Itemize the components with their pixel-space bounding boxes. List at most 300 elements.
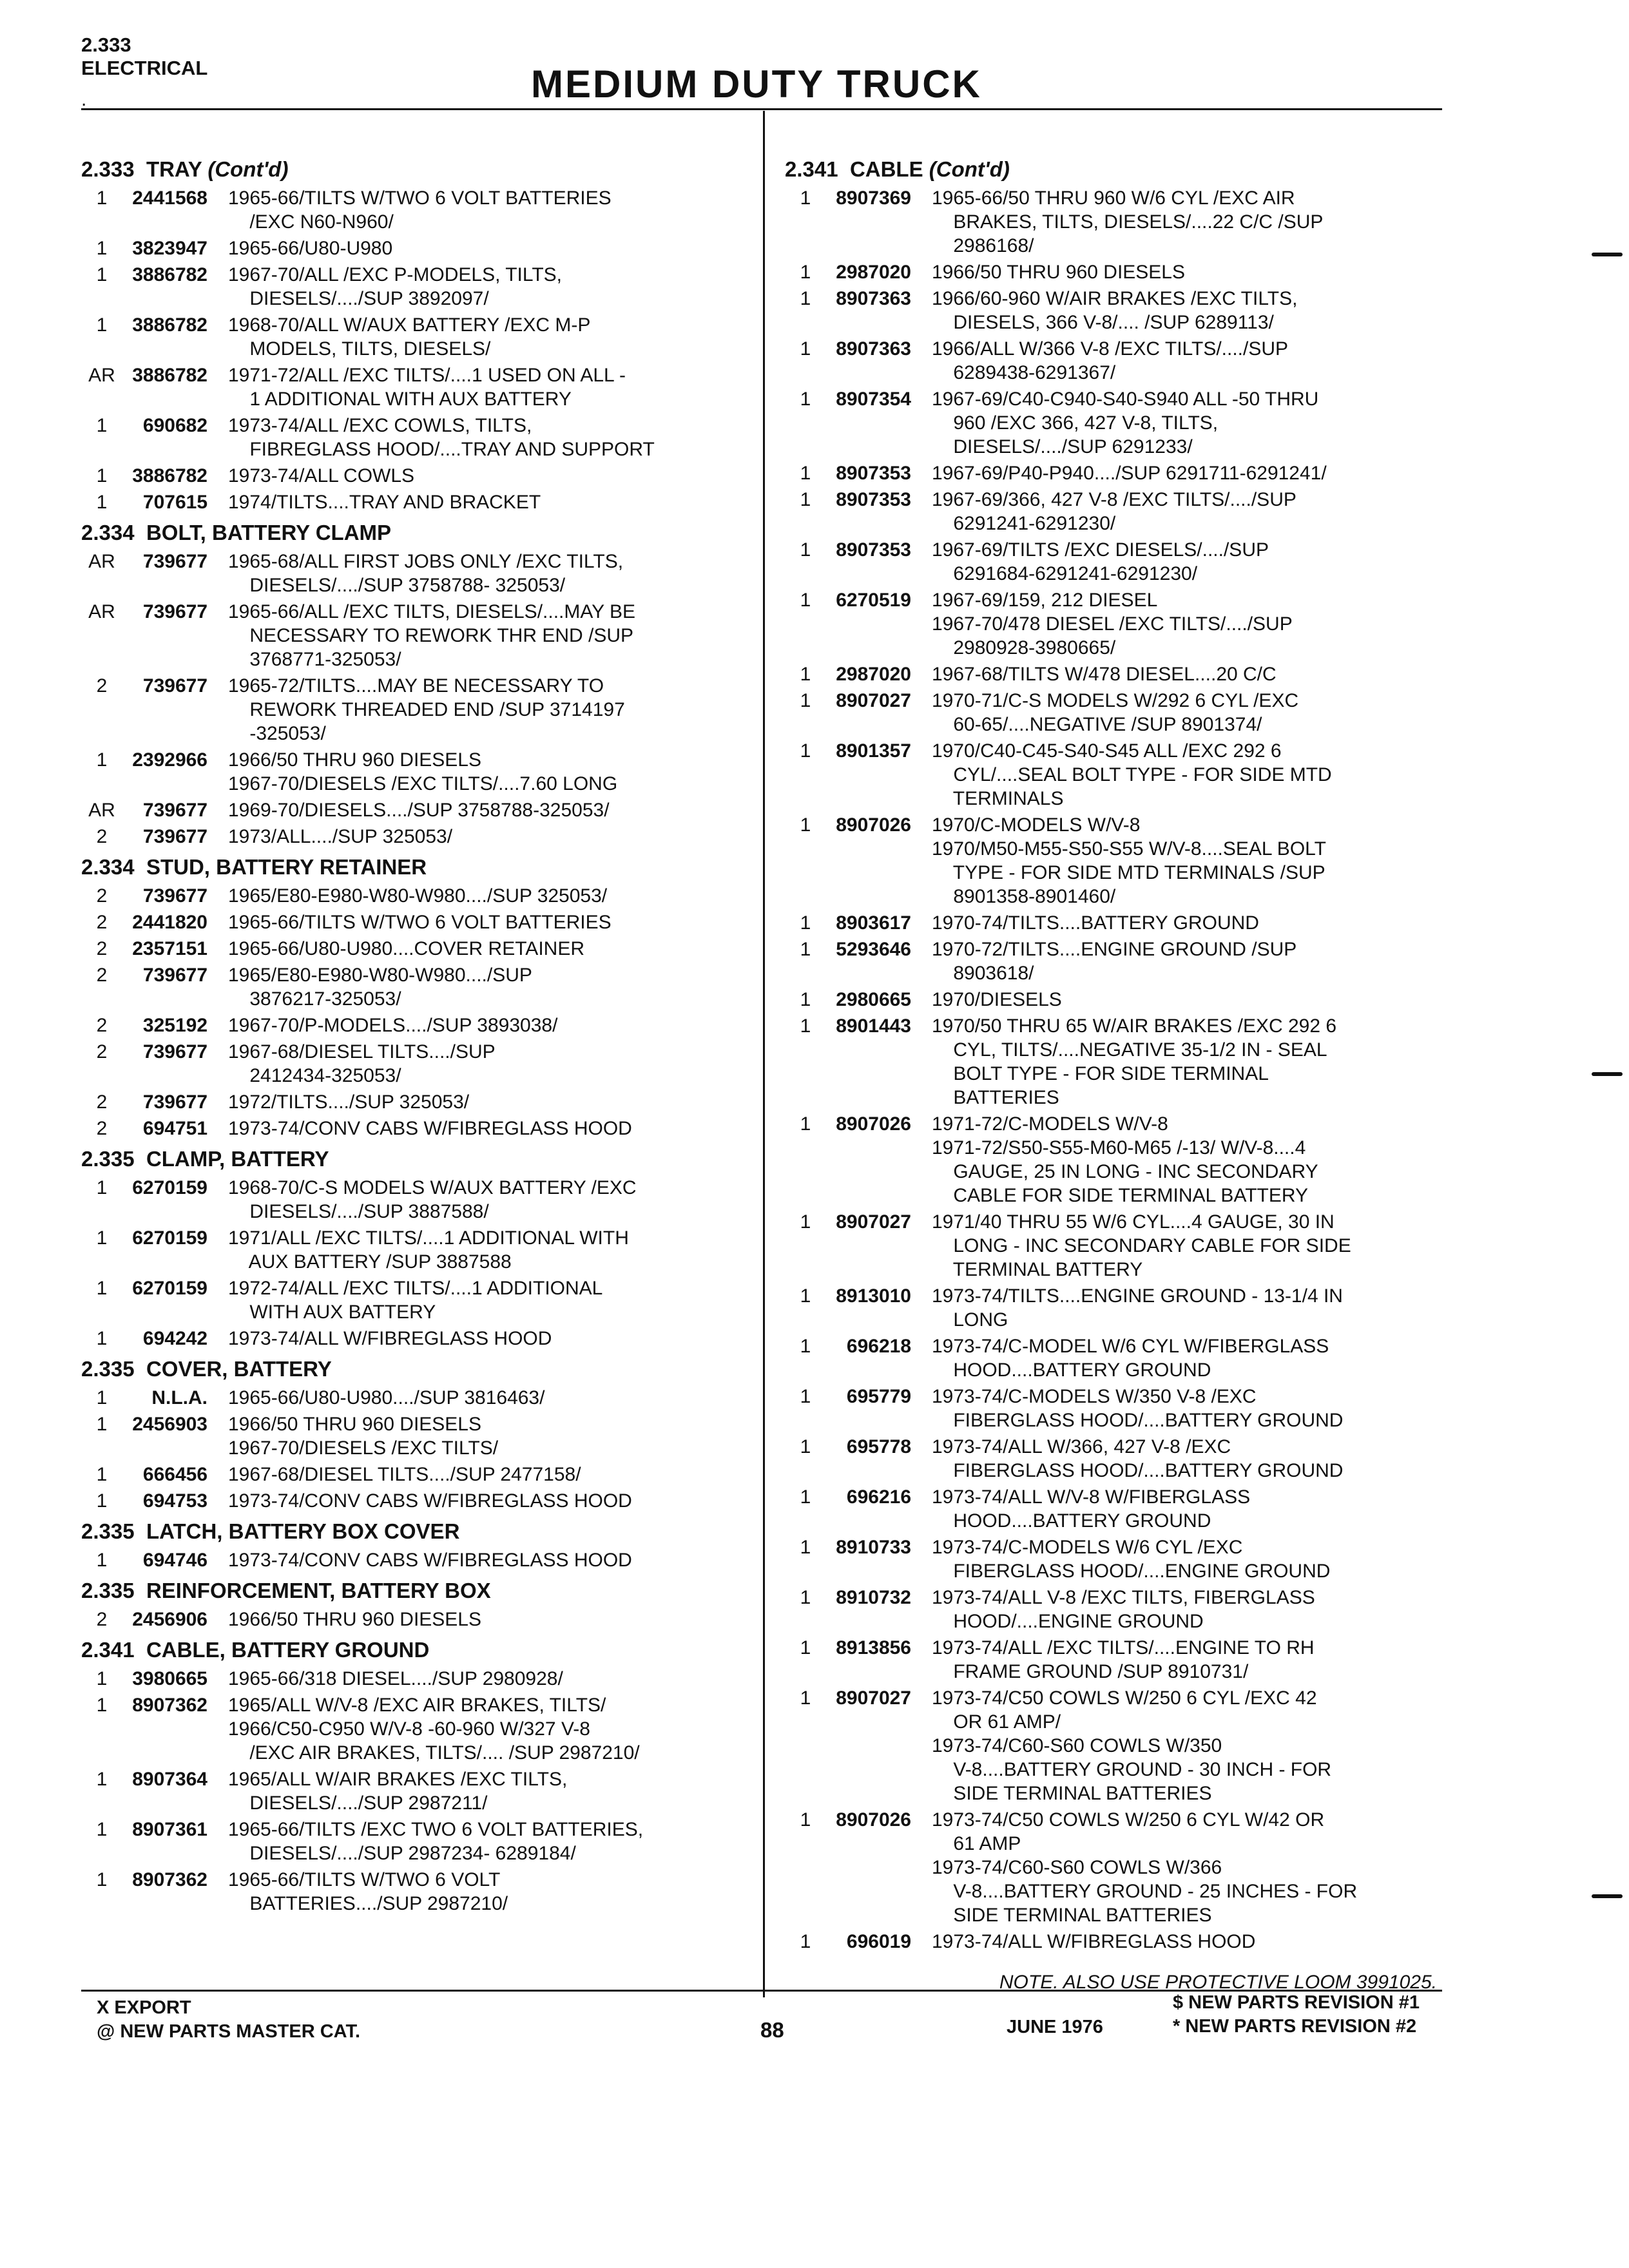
part-row [81,1276,751,1324]
section-heading [81,1147,751,1171]
footer-legend-right [1173,1991,1420,2039]
part-number: 8907026 [836,814,911,836]
quantity: 1 [96,314,108,336]
part-description: 1970/C40-C45-S40-S45 ALL /EXC 292 6 CYL/....SEAL BOLT TYPE - FOR SIDE MTD TERMINALS [932,740,1332,809]
quantity: 1 [800,1587,811,1608]
part-number: 2441568 [132,187,207,209]
part-number: 8907027 [836,690,911,711]
part-row [785,1210,1463,1282]
quantity: 1 [96,415,108,436]
part-number: 739677 [142,1041,207,1062]
part-number: 739677 [142,800,207,821]
revision-1-legend: $ NEW PARTS REVISION #1 [1173,1992,1420,2013]
margin-tick [1592,253,1623,256]
part-description: 1967-69/159, 212 DIESEL 1967-70/478 DIESEL /EXC TILTS/..../SUP 2980928-3980665/ [932,590,1293,658]
part-row [785,1435,1463,1483]
part-row [785,1485,1463,1533]
part-number: 739677 [142,1091,207,1113]
quantity: 1 [800,939,811,960]
part-description: 1965-66/50 THRU 960 W/6 CYL /EXC AIR BRAKES, TILTS, DIESELS/....22 C/C /SUP 2986168/ [932,187,1324,256]
part-row [785,488,1463,535]
part-row [81,748,751,796]
section-heading [81,1638,751,1662]
part-row [785,988,1463,1012]
quantity: 1 [800,1486,811,1508]
quantity: 1 [800,389,811,410]
margin-tick [1592,1072,1623,1076]
part-number: 739677 [142,601,207,622]
part-description: 1973-74/CONV CABS W/FIBREGLASS HOOD [228,1490,632,1512]
part-row [81,1489,751,1513]
part-description: 1967-69/TILTS /EXC DIESELS/..../SUP 6291684-6291241-6291230/ [932,539,1269,584]
quantity: 1 [800,338,811,360]
quantity: 1 [800,989,811,1010]
part-number: 3980665 [132,1668,207,1689]
part-number: 694746 [142,1550,207,1571]
part-number: 8907353 [836,489,911,510]
section-number: 2.335 [81,1147,135,1171]
section-number: 2.341 [81,1638,135,1662]
quantity: 1 [800,1436,811,1457]
part-number: 8907364 [132,1769,207,1790]
part-description: 1965-72/TILTS....MAY BE NECESSARY TO REWORK THREADED END /SUP 3714197 -325053/ [228,675,625,744]
section-name: TRAY [146,157,202,181]
part-description: 1966/50 THRU 960 DIESELS [932,262,1186,283]
part-number: 8907361 [132,1819,207,1840]
part-description: 1967-68/DIESEL TILTS..../SUP 2412434-325053/ [228,1041,496,1086]
quantity: 1 [96,1464,108,1485]
quantity: 1 [800,1537,811,1558]
part-number: 325192 [142,1015,207,1036]
part-row [785,1014,1463,1110]
quantity: 1 [800,690,811,711]
part-row [81,1226,751,1274]
part-number: 2980665 [836,989,911,1010]
part-description: 1974/TILTS....TRAY AND BRACKET [228,492,541,513]
part-description: 1973-74/ALL W/FIBREGLASS HOOD [228,1328,552,1349]
part-row [81,1868,751,1916]
section-heading [81,157,751,181]
part-row [81,963,751,1011]
part-row [81,1327,751,1350]
part-description: 1970-74/TILTS....BATTERY GROUND [932,912,1259,934]
part-description: 1973-74/ALL W/366, 427 V-8 /EXC FIBERGLASS HOOD/....BATTERY GROUND [932,1436,1344,1481]
margin-tick [1592,1894,1623,1898]
part-row [785,937,1463,985]
part-number: 6270519 [836,590,911,611]
part-number: N.L.A. [151,1387,207,1408]
part-number: 2987020 [836,664,911,685]
category-label: ELECTRICAL [81,57,208,79]
part-number: 8907027 [836,1687,911,1709]
part-row [81,414,751,461]
part-description: 1967-69/P40-P940..../SUP 6291711-6291241/ [932,463,1327,484]
note-text: NOTE. ALSO USE PROTECTIVE LOOM 3991025. [999,1972,1437,1993]
quantity: 1 [96,187,108,209]
quantity: AR [88,601,115,622]
quantity: 2 [96,1118,108,1139]
quantity: 2 [96,1091,108,1113]
part-description: 1965-66/TILTS /EXC TWO 6 VOLT BATTERIES, DIESELS/..../SUP 2987234- 6289184/ [228,1819,644,1864]
part-number: 739677 [142,826,207,847]
part-number: 2987020 [836,262,911,283]
part-number: 739677 [142,675,207,697]
part-description: 1971/ALL /EXC TILTS/....1 ADDITIONAL WITH AUX BATTERY /SUP 3887588 [228,1227,629,1273]
part-number: 8907362 [132,1695,207,1716]
part-number: 739677 [142,885,207,907]
part-description: 1973-74/CONV CABS W/FIBREGLASS HOOD [228,1118,632,1139]
part-number: 8901357 [836,740,911,762]
part-row [81,186,751,234]
section-code: 2.333 [81,34,131,56]
section-continued: (Cont'd) [929,157,1010,181]
part-description: 1965-68/ALL FIRST JOBS ONLY /EXC TILTS, DIESELS/..../SUP 3758788- 325053/ [228,551,624,596]
section-number: 2.335 [81,1579,135,1602]
section-name: COVER, BATTERY [146,1357,332,1381]
section-number: 2.333 [81,157,135,181]
part-row [81,910,751,934]
quantity: 2 [96,965,108,986]
quantity: 1 [800,1637,811,1658]
part-description: 1972/TILTS..../SUP 325053/ [228,1091,470,1113]
part-row [785,911,1463,935]
part-row [81,1386,751,1410]
part-description: 1970/C-MODELS W/V-8 1970/M50-M55-S50-S55 W/V-8....SEAL BOLT TYPE - FOR SIDE MTD TERMINALS /SUP 8901358-8901460/ [932,814,1326,907]
part-row [785,1385,1463,1432]
part-row [785,387,1463,459]
section-number: 2.335 [81,1357,135,1381]
quantity: 2 [96,1041,108,1062]
part-row [81,1014,751,1037]
part-description: 1973-74/C-MODEL W/6 CYL W/FIBERGLASS HOOD....BATTERY GROUND [932,1336,1329,1381]
part-number: 3886782 [132,365,207,386]
quantity: 1 [96,1177,108,1198]
part-number: 695779 [846,1386,911,1407]
part-number: 666456 [142,1464,207,1485]
quantity: 1 [800,1386,811,1407]
part-description: 1966/50 THRU 960 DIESELS 1967-70/DIESELS /EXC TILTS/ [228,1414,499,1459]
part-description: 1968-70/C-S MODELS W/AUX BATTERY /EXC DIESELS/..../SUP 3887588/ [228,1177,637,1222]
section-name: REINFORCEMENT, BATTERY BOX [146,1579,491,1602]
part-description: 1973-74/ALL /EXC COWLS, TILTS, FIBREGLASS HOOD/....TRAY AND SUPPORT [228,415,655,460]
part-number: 696019 [846,1931,911,1952]
part-number: 8907363 [836,338,911,360]
part-row [785,689,1463,736]
quantity: 1 [96,1668,108,1689]
part-description: 1965-66/U80-U980..../SUP 3816463/ [228,1387,545,1408]
part-description: 1969-70/DIESELS..../SUP 3758788-325053/ [228,800,610,821]
section-heading [81,1579,751,1602]
quantity: 1 [800,664,811,685]
part-number: 3823947 [132,238,207,259]
part-row [81,263,751,311]
part-row [81,464,751,488]
part-description: 1965-66/TILTS W/TWO 6 VOLT BATTERIES [228,912,612,933]
part-description: 1973-74/TILTS....ENGINE GROUND - 13-1/4 IN LONG [932,1285,1343,1331]
quantity: 1 [96,1414,108,1435]
part-number: 2392966 [132,749,207,771]
quantity: 1 [96,264,108,285]
part-number: 8910732 [836,1587,911,1608]
part-description: 1965-66/U80-U980....COVER RETAINER [228,938,584,959]
part-description: 1967-68/DIESEL TILTS..../SUP 2477158/ [228,1464,581,1485]
part-description: 1970/50 THRU 65 W/AIR BRAKES /EXC 292 6 CYL, TILTS/....NEGATIVE 35-1/2 IN - SEAL BOLT TYPE - FOR SIDE TERMINAL BATTERIES [932,1015,1337,1108]
section-heading [81,1357,751,1381]
part-row [81,1117,751,1140]
part-row [785,662,1463,686]
part-description: 1965/E80-E980-W80-W980..../SUP 3876217-325053/ [228,965,532,1010]
quantity: 1 [800,262,811,283]
quantity: 2 [96,675,108,697]
part-row [81,363,751,411]
part-description: 1973-74/C50 COWLS W/250 6 CYL W/42 OR 61 AMP 1973-74/C60-S60 COWLS W/366 V-8....BATTERY GROUND - 25 INCHES - FOR SIDE TERMINAL BATTERIES [932,1809,1358,1926]
part-row [81,313,751,361]
part-description: 1973-74/ALL W/FIBREGLASS HOOD [932,1931,1256,1952]
right-column [785,157,1463,1994]
part-row [81,236,751,260]
quantity: 2 [96,1015,108,1036]
quantity: 1 [800,912,811,934]
part-row [785,1284,1463,1332]
quantity: AR [88,365,115,386]
part-row [785,588,1463,660]
quantity: 1 [96,1490,108,1512]
part-description: 1966/60-960 W/AIR BRAKES /EXC TILTS, DIESELS, 366 V-8/.... /SUP 6289113/ [932,288,1298,333]
section-number: 2.334 [81,855,135,879]
part-description: 1966/50 THRU 960 DIESELS [228,1609,482,1630]
part-row [81,798,751,822]
part-description: 1970-72/TILTS....ENGINE GROUND /SUP 8903618/ [932,939,1297,984]
section-name: CABLE [849,157,923,181]
quantity: 1 [800,1211,811,1233]
part-row [785,1586,1463,1633]
part-description: 1966/ALL W/366 V-8 /EXC TILTS/..../SUP 6289438-6291367/ [932,338,1289,383]
part-description: 1967-69/366, 427 V-8 /EXC TILTS/..../SUP 6291241-6291230/ [932,489,1296,534]
part-row [81,1412,751,1460]
part-row [785,813,1463,908]
part-description: 1973-74/ALL COWLS [228,465,415,486]
quantity: 1 [800,814,811,836]
part-description: 1973-74/C-MODELS W/350 V-8 /EXC FIBERGLASS HOOD/....BATTERY GROUND [932,1386,1344,1431]
quantity: 1 [96,1695,108,1716]
quantity: 1 [800,1015,811,1037]
part-number: 3886782 [132,465,207,486]
part-row [785,1535,1463,1583]
part-number: 8907369 [836,187,911,209]
section-heading [81,521,751,544]
part-description: 1973-74/C50 COWLS W/250 6 CYL /EXC 42 OR 61 AMP/ 1973-74/C60-S60 COWLS W/350 V-8....BATTERY GROUND - 30 INCH - FOR SIDE TERMINAL BATTERIES [932,1687,1332,1804]
column-divider [763,111,765,1997]
part-description: 1971-72/ALL /EXC TILTS/....1 USED ON ALL - 1 ADDITIONAL WITH AUX BATTERY [228,365,626,410]
revision-2-legend: * NEW PARTS REVISION #2 [1173,2016,1417,2037]
part-row [81,600,751,671]
quantity: AR [88,551,115,572]
part-row [785,1808,1463,1927]
quantity: 1 [800,1809,811,1831]
quantity: 1 [800,187,811,209]
quantity: 1 [800,740,811,762]
part-number: 6270159 [132,1177,207,1198]
export-legend: X EXPORT [97,1997,191,2018]
quantity: 1 [96,1819,108,1840]
part-row [81,1040,751,1088]
part-number: 707615 [142,492,207,513]
part-number: 3886782 [132,314,207,336]
part-row [785,461,1463,485]
part-description: 1967-69/C40-C940-S40-S940 ALL -50 THRU 960 /EXC 366, 427 V-8, TILTS, DIESELS/..../SUP 6291233/ [932,389,1319,457]
part-description: 1965-66/TILTS W/TWO 6 VOLT BATTERIES /EXC N60-N960/ [228,187,612,233]
part-number: 8903617 [836,912,911,934]
part-row [81,1463,751,1486]
quantity: 1 [96,465,108,486]
part-number: 696218 [846,1336,911,1357]
header-bullet: . [81,89,87,110]
part-number: 2456906 [132,1609,207,1630]
section-name: CABLE, BATTERY GROUND [146,1638,430,1662]
quantity: 1 [800,288,811,309]
quantity: 1 [800,1687,811,1709]
part-description: 1967-70/ALL /EXC P-MODELS, TILTS, DIESELS/..../SUP 3892097/ [228,264,562,309]
part-number: 2357151 [132,938,207,959]
part-row [81,1767,751,1815]
part-description: 1973-74/C-MODELS W/6 CYL /EXC FIBERGLASS HOOD/....ENGINE GROUND [932,1537,1331,1582]
quantity: 2 [96,938,108,959]
part-number: 694753 [142,1490,207,1512]
part-description: 1965-66/U80-U980 [228,238,393,259]
part-number: 8913856 [836,1637,911,1658]
header-block [81,34,207,80]
quantity: 1 [96,492,108,513]
part-description: 1970-71/C-S MODELS W/292 6 CYL /EXC 60-65/....NEGATIVE /SUP 8901374/ [932,690,1299,735]
part-description: 1972-74/ALL /EXC TILTS/....1 ADDITIONAL WITH AUX BATTERY [228,1278,603,1323]
part-number: 3886782 [132,264,207,285]
part-row [785,1930,1463,1954]
part-number: 694242 [142,1328,207,1349]
part-number: 6270159 [132,1278,207,1299]
quantity: 1 [800,1285,811,1307]
part-description: 1973/ALL..../SUP 325053/ [228,826,453,847]
section-heading [785,157,1463,181]
quantity: 1 [800,489,811,510]
quantity: 2 [96,1609,108,1630]
quantity: AR [88,800,115,821]
quantity: 2 [96,912,108,933]
section-name: BOLT, BATTERY CLAMP [146,521,392,544]
part-row [81,884,751,908]
part-description: 1965-66/TILTS W/TWO 6 VOLT BATTERIES..../SUP 2987210/ [228,1869,508,1914]
part-number: 8913010 [836,1285,911,1307]
part-description: 1971/40 THRU 55 W/6 CYL....4 GAUGE, 30 IN LONG - INC SECONDARY CABLE FOR SIDE TERMINAL BATTERY [932,1211,1351,1280]
part-description: 1966/50 THRU 960 DIESELS 1967-70/DIESELS /EXC TILTS/....7.60 LONG [228,749,618,794]
part-row [81,550,751,597]
part-description: 1973-74/ALL /EXC TILTS/....ENGINE TO RH FRAME GROUND /SUP 8910731/ [932,1637,1315,1682]
part-description: 1973-74/CONV CABS W/FIBREGLASS HOOD [228,1550,632,1571]
part-number: 5293646 [836,939,911,960]
part-number: 8907354 [836,389,911,410]
section-number: 2.335 [81,1519,135,1543]
part-row [81,1818,751,1865]
part-description: 1965-66/318 DIESEL..../SUP 2980928/ [228,1668,563,1689]
section-name: STUD, BATTERY RETAINER [146,855,427,879]
part-row [785,1686,1463,1805]
page-number: 88 [760,2018,784,2042]
part-number: 8907353 [836,463,911,484]
quantity: 1 [96,238,108,259]
revision-date: JUNE 1976 [1007,2017,1103,2037]
part-row [785,1112,1463,1207]
part-row [785,287,1463,334]
part-row [81,1608,751,1631]
quantity: 1 [800,1931,811,1952]
part-number: 2456903 [132,1414,207,1435]
part-number: 696216 [846,1486,911,1508]
quantity: 1 [96,749,108,771]
quantity: 1 [96,1387,108,1408]
part-number: 6270159 [132,1227,207,1249]
part-number: 695778 [846,1436,911,1457]
part-row [81,937,751,961]
part-number: 739677 [142,965,207,986]
part-description: 1970/DIESELS [932,989,1062,1010]
part-row [785,337,1463,385]
part-row [785,1334,1463,1382]
part-description: 1967-68/TILTS W/478 DIESEL....20 C/C [932,664,1277,685]
section-continued: (Cont'd) [207,157,289,181]
quantity: 1 [800,1113,811,1135]
quantity: 1 [96,1278,108,1299]
part-description: 1965/ALL W/V-8 /EXC AIR BRAKES, TILTS/ 1966/C50-C950 W/V-8 -60-960 W/327 V-8 /EXC AIR BRAKES, TILTS/.... /SUP 2987210/ [228,1695,640,1763]
part-number: 8907027 [836,1211,911,1233]
part-row [81,1548,751,1572]
footer-legend-left [97,1996,360,2044]
quantity: 1 [800,539,811,561]
part-row [785,739,1463,811]
part-description: 1965-66/ALL /EXC TILTS, DIESELS/....MAY BE NECESSARY TO REWORK THR END /SUP 3768771-325053/ [228,601,635,670]
header-rule [81,108,1442,110]
quantity: 2 [96,826,108,847]
part-number: 8907353 [836,539,911,561]
part-row [785,186,1463,258]
part-number: 8907026 [836,1113,911,1135]
part-number: 8907362 [132,1869,207,1890]
quantity: 1 [96,1869,108,1890]
quantity: 1 [96,1769,108,1790]
part-number: 2441820 [132,912,207,933]
quantity: 2 [96,885,108,907]
part-row [785,538,1463,586]
part-description: 1967-70/P-MODELS..../SUP 3893038/ [228,1015,558,1036]
part-row [81,1693,751,1765]
part-number: 8907026 [836,1809,911,1831]
part-row [785,260,1463,284]
part-number: 8901443 [836,1015,911,1037]
part-row [81,1176,751,1224]
section-name: CLAMP, BATTERY [146,1147,329,1171]
page-title: MEDIUM DUTY TRUCK [531,62,982,106]
section-heading [81,1519,751,1543]
part-row [81,1667,751,1691]
part-row [81,674,751,745]
section-number: 2.334 [81,521,135,544]
part-description: 1971-72/C-MODELS W/V-8 1971-72/S50-S55-M60-M65 /-13/ W/V-8....4 GAUGE, 25 IN LONG - INC SECONDARY CABLE FOR SIDE TERMINAL BATTERY [932,1113,1318,1206]
part-description: 1973-74/ALL W/V-8 W/FIBERGLASS HOOD....BATTERY GROUND [932,1486,1251,1532]
quantity: 1 [800,1336,811,1357]
part-description: 1965/E80-E980-W80-W980..../SUP 325053/ [228,885,608,907]
part-row [785,1636,1463,1684]
part-number: 694751 [142,1118,207,1139]
part-number: 690682 [142,415,207,436]
part-number: 739677 [142,551,207,572]
